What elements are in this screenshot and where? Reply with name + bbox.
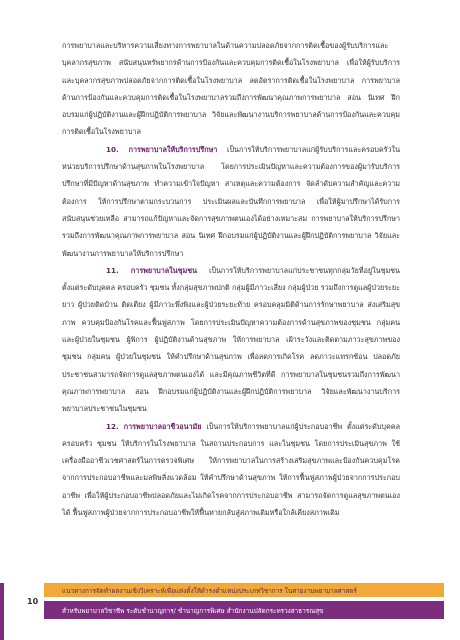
section-11-paragraph xyxy=(62,262,400,418)
footer-accent-bar xyxy=(0,583,4,640)
section-10-heading: 10. การพยาบาลให้บริการปรึกษา xyxy=(106,144,218,154)
footer-subtitle-line: สำหรับพยาบาลวิชาชีพ ระดับชำนาญการ/ ชำนาญการพิเศษ สำนักงานปลัดกระทรวงสาธารณสุข xyxy=(62,607,324,615)
section-11-heading: 11. การพยาบาลในชุมชน xyxy=(106,265,197,275)
page-number: 10 xyxy=(27,597,39,606)
section-12-heading: 12. การพยาบาลอาชีวอนามัย xyxy=(106,421,202,431)
page-footer xyxy=(0,583,460,640)
footer-title-line: แนวทางการจัดทำผลงานเชิงวิเคราะห์เพื่อแต่งตั้งให้ดำรงตำแหน่งประเภทวิชาการ ในสายงานพยาบาลศาสตร์ xyxy=(62,587,357,595)
section-10-paragraph xyxy=(62,141,400,262)
section-12-body: เป็นการให้บริการพยาบาลแก่ผู้ประกอบอาชีพ ตั้งแต่ระดับบุคคล ครอบครัว ชุมชน ให้บริการในโรงพยาบาล ในสถานประกอบการ และในชุมชน โดยการประเมินสุขภาพ ใช้เครื่องมืออาชีวเวชศาสตร์ในการตรวจพิเศษ ให้การพยาบาลในการสร้างเสริมสุขภาพและป้องกันควบคุมโรคจากการประกอบอาชีพและมลพิษสิ่งแวดล้อม ให้คำปรึกษาด้านสุขภาพ ให้การฟื้นฟูสภาพผู้ป่วยจากการประกอบอาชีพ เพื่อให้ผู้ประกอบอาชีพปลอดภัยและไม่เกิดโรคจากการประกอบอาชีพ สามารถจัดการดูแลสุขภาพตนเองได้ ฟื้นฟูสภาพผู้ป่วยจากการประกอบอาชีพให้ฟื้นหายกลับสู่สภาพเดิมหรือใกล้เคียงสภาพเดิม xyxy=(62,421,400,518)
section-11-body: เป็นการให้บริการพยาบาลแก่ประชาชนทุกกลุ่มวัยที่อยู่ในชุมชน ตั้งแต่ระดับบุคคล ครอบครัว ชุมชน ทั้งกลุ่มสุขภาพปกติ กลุ่มผู้มีภาวะเสี่ยง กลุ่มผู้ป่วย รวมถึงการดูแลผู้ป่วยระยะยาว ผู้ป่วยติดบ้าน ติดเตียง ผู้มีภาวะพึ่งพิงและผู้ป่วยระยะท้าย ครอบคลุมมิติด้านการรักษาพยาบาล ส่งเสริมสุขภาพ ควบคุมป้องกันโรคและฟื้นฟูสภาพ โดยการประเมินปัญหาความต้องการด้านสุขภาพของชุมชน กลุ่มคน และผู้ป่วยในชุมชน ผู้พิการ ผู้ปฏิบัติงานด้านสุขภาพ ให้การพยาบาล เฝ้าระวังและติดตามภาวะสุขภาพของชุมชน กลุ่มคน ผู้ป่วยในชุมชน ให้คำปรึกษาด้านสุขภาพ เพื่อลดการเกิดโรค ลดภาวะแทรกซ้อน ปลอดภัย ประชาชนสามารถจัดการดูแลสุขภาพตนเองได้ และมีคุณภาพชีวิตที่ดี การพยาบาลในชุมชนรวมถึงการพัฒนาคุณภาพการพยาบาล สอน ฝึกอบรมแก่ผู้ปฏิบัติงานและผู้ฝึกปฏิบัติการพยาบาล วิจัยและพัฒนางานบริการพยาบาลประชาชนในชุมชน xyxy=(62,265,400,414)
section-12-paragraph xyxy=(62,418,400,522)
intro-paragraph: การพยาบาลและบริหารความเสี่ยงทางการพยาบาลในด้านความปลอดภัยจากการติดเชื้อของผู้รับบริการและบุคลากรสุขภาพ สนับสนุนทรัพยากรด้านการป้องกันและควบคุมการติดเชื้อในโรงพยาบาล เพื่อให้ผู้รับบริการและบุคลากรสุขภาพปลอดภัยจากการติดเชื้อในโรงพยาบาล ลดอัตราการติดเชื้อในโรงพยาบาล การพยาบาลด้านการป้องกันและควบคุมการติดเชื้อในโรงพยาบาลรวมถึงการพัฒนาคุณภาพการพยาบาล สอน นิเทศ ฝึกอบรมแก่ผู้ปฏิบัติงานและผู้ฝึกปฏิบัติการพยาบาล วิจัยและพัฒนางานบริการพยาบาลด้านการป้องกันและควบคุมการติดเชื้อในโรงพยาบาล xyxy=(62,41,400,137)
section-10-body: เป็นการให้บริการพยาบาลแก่ผู้รับบริการและครอบครัวในหน่วยบริการปรึกษาด้านสุขภาพในโรงพยาบาล โดยการประเมินปัญหาและความต้องการของผู้มารับบริการปรึกษาที่มีปัญหาด้านสุขภาพ ทำความเข้าใจปัญหา สาเหตุและความต้องการ จัดลำดับความสำคัญและความต้องการ ให้การปรึกษาตามกระบวนการ ประเมินผลและบันทึกการพยาบาล เพื่อให้ผู้มาปรึกษาได้รับการสนับสนุนช่วยเหลือ สามารถแก้ปัญหาและจัดการสุขภาพตนเองได้อย่างเหมาะสม การพยาบาลให้บริการปรึกษารวมถึงการพัฒนาคุณภาพการพยาบาล สอน นิเทศ ฝึกอบรมแก่ผู้ปฏิบัติงานและผู้ฝึกปฏิบัติการพยาบาล วิจัยและพัฒนางานการพยาบาลให้บริการปรึกษา xyxy=(62,144,400,258)
document-body xyxy=(62,37,400,521)
